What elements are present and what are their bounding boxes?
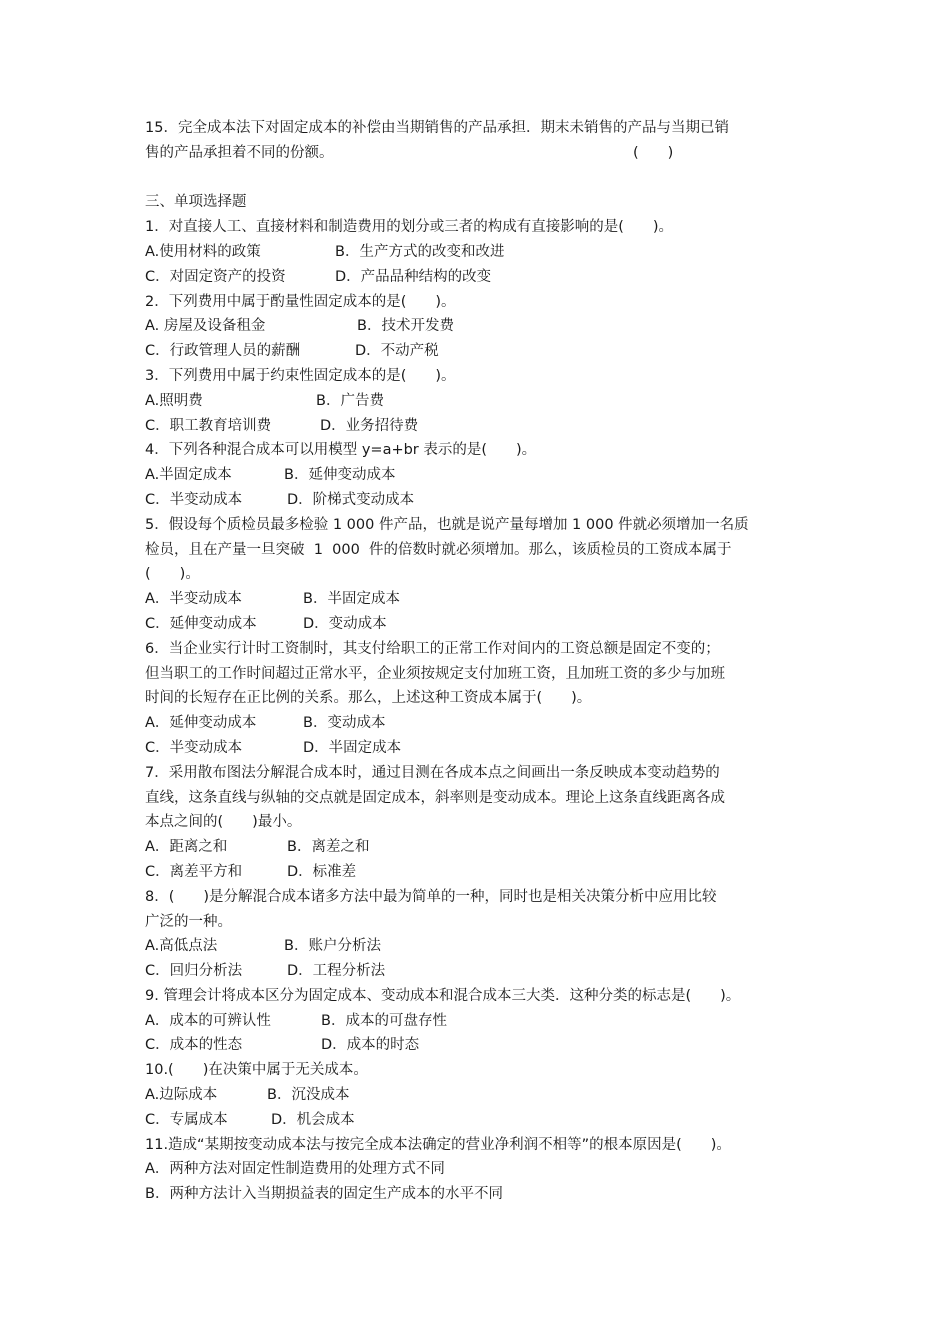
text-line <box>145 860 813 885</box>
blank-line <box>145 166 813 191</box>
text-segment: 11.造成“某期按变动成本法与按完全成本法确定的营业净利润不相等”的根本原因是( )。 <box>145 1136 731 1153</box>
text-line <box>145 215 813 240</box>
text-segment: 1．对直接人工、直接材料和制造费用的划分或三者的构成有直接影响的是( )。 <box>145 219 674 236</box>
text-line <box>145 364 813 389</box>
text-line <box>145 339 813 364</box>
document-body <box>145 116 813 1207</box>
text-segment: 3．下列费用中属于约束性固定成本的是( )。 <box>145 367 456 384</box>
text-line <box>145 984 813 1009</box>
text-line <box>145 488 813 513</box>
text-segment: B．账户分析法 <box>284 938 381 955</box>
text-line <box>145 959 813 984</box>
text-line <box>145 290 813 315</box>
text-segment: 10.( )在决策中属于无关成本。 <box>145 1062 368 1079</box>
text-line <box>145 761 813 786</box>
text-segment: B．两种方法计入当期损益表的固定生产成本的水平不同 <box>145 1186 503 1203</box>
text-line <box>145 1033 813 1058</box>
text-segment: ( ) <box>633 144 674 161</box>
text-segment: B．广告费 <box>316 392 384 409</box>
text-segment: 2．下列费用中属于酌量性固定成本的是( )。 <box>145 293 456 310</box>
text-segment: B．变动成本 <box>303 715 386 732</box>
text-segment: A.照明费 <box>145 392 203 409</box>
text-segment: D．半固定成本 <box>303 739 402 756</box>
text-line <box>145 538 813 563</box>
text-segment: B．延伸变动成本 <box>284 467 396 484</box>
text-segment: C．专属成本 <box>145 1111 228 1128</box>
text-line <box>145 810 813 835</box>
text-segment: A．两种方法对固定性制造费用的处理方式不同 <box>145 1161 445 1178</box>
text-segment: 8．( )是分解混合成本诸多方法中最为简单的一种，同时也是相关决策分析中应用比较 <box>145 888 717 905</box>
text-line <box>145 463 813 488</box>
text-segment: B．生产方式的改变和改进 <box>335 243 505 260</box>
text-segment: 但当职工的工作时间超过正常水平，企业须按规定支付加班工资，且加班工资的多少与加班 <box>145 665 725 682</box>
text-line <box>145 1009 813 1034</box>
text-segment: 三、单项选择题 <box>145 194 247 211</box>
text-segment: B．沉没成本 <box>267 1087 350 1104</box>
text-segment: C．半变动成本 <box>145 491 243 508</box>
text-line <box>145 116 813 141</box>
text-line <box>145 910 813 935</box>
text-segment: A. 房屋及设备租金 <box>145 318 266 335</box>
text-line <box>145 885 813 910</box>
text-line <box>145 662 813 687</box>
text-segment: 广泛的一种。 <box>145 913 232 930</box>
text-line <box>145 314 813 339</box>
text-line <box>145 686 813 711</box>
text-segment: A.高低点法 <box>145 938 218 955</box>
text-segment: 4．下列各种混合成本可以用模型 y=a+br 表示的是( )。 <box>145 442 537 459</box>
text-segment: 直线，这条直线与纵轴的交点就是固定成本，斜率则是变动成本。理论上这条直线距离各成 <box>145 789 725 806</box>
text-line <box>145 414 813 439</box>
text-line <box>145 711 813 736</box>
text-segment: 6．当企业实行计时工资制时，其支付给职工的正常工作对间内的工资总额是固定不变的； <box>145 640 720 657</box>
text-line <box>145 141 813 166</box>
text-line <box>145 389 813 414</box>
text-segment: D．业务招待费 <box>320 417 419 434</box>
text-segment: A．半变动成本 <box>145 591 242 608</box>
text-line <box>145 1182 813 1207</box>
text-segment: D．不动产税 <box>355 343 439 360</box>
text-segment: C．职工教育培训费 <box>145 417 272 434</box>
text-line <box>145 1108 813 1133</box>
text-line <box>145 786 813 811</box>
text-line <box>145 835 813 860</box>
text-segment: 5．假设每个质检员最多检验 1 000 件产品，也就是说产量每增加 1 000 件就必须增加一名质 <box>145 516 749 533</box>
text-segment: C．离差平方和 <box>145 863 243 880</box>
text-line <box>145 934 813 959</box>
text-line <box>145 736 813 761</box>
text-segment: D．标准差 <box>287 863 357 880</box>
text-segment: 本点之间的( )最小。 <box>145 814 302 831</box>
text-segment: 时间的长短存在正比例的关系。那么，上述这种工资成本属于( )。 <box>145 690 592 707</box>
text-segment: 9. 管理会计将成本区分为固定成本、变动成本和混合成本三大类．这种分类的标志是( )。 <box>145 987 741 1004</box>
text-line <box>145 612 813 637</box>
text-segment: C．行政管理人员的薪酬 <box>145 343 301 360</box>
text-line <box>145 1058 813 1083</box>
text-line <box>145 1157 813 1182</box>
text-line <box>145 637 813 662</box>
text-segment: A.边际成本 <box>145 1087 218 1104</box>
text-segment: C．半变动成本 <box>145 739 243 756</box>
text-line <box>145 265 813 290</box>
text-line <box>145 190 813 215</box>
text-line <box>145 438 813 463</box>
text-segment: B．离差之和 <box>287 839 370 856</box>
text-segment: A．延伸变动成本 <box>145 715 257 732</box>
text-segment: D．阶梯式变动成本 <box>287 491 415 508</box>
text-segment: C．延伸变动成本 <box>145 615 257 632</box>
text-segment: 15．完全成本法下对固定成本的补偿由当期销售的产品承担．期末未销售的产品与当期已销 <box>145 120 729 136</box>
text-segment: B．技术开发费 <box>357 318 454 335</box>
text-segment: D．工程分析法 <box>287 963 386 980</box>
text-line <box>145 587 813 612</box>
text-segment: C．回归分析法 <box>145 963 243 980</box>
text-segment: A.半固定成本 <box>145 467 232 484</box>
text-segment: D．产品品种结构的改变 <box>335 268 492 285</box>
text-segment: C．成本的性态 <box>145 1037 243 1054</box>
text-segment: A．成本的可辨认性 <box>145 1012 271 1029</box>
text-segment: C．对固定资产的投资 <box>145 268 286 285</box>
text-line <box>145 513 813 538</box>
text-segment: A.使用材料的政策 <box>145 243 261 260</box>
text-line <box>145 562 813 587</box>
text-line <box>145 240 813 265</box>
text-segment: D．变动成本 <box>303 615 387 632</box>
text-line <box>145 1083 813 1108</box>
text-segment: 售的产品承担着不同的份额。 <box>145 144 334 161</box>
text-segment: 7．采用散布图法分解混合成本时，通过目测在各成本点之间画出一条反映成本变动趋势的 <box>145 764 720 781</box>
text-line <box>145 1133 813 1158</box>
text-segment: B．半固定成本 <box>303 591 400 608</box>
text-segment: A．距离之和 <box>145 839 228 856</box>
text-segment: ( )。 <box>145 566 200 583</box>
text-segment: B．成本的可盘存性 <box>321 1012 447 1029</box>
text-segment: D．成本的时态 <box>321 1037 420 1054</box>
text-segment: 检员，且在产量一旦突破 1 000 件的倍数时就必须增加。那么，该质检员的工资成本属于 <box>145 541 732 558</box>
text-segment: D．机会成本 <box>271 1111 355 1128</box>
